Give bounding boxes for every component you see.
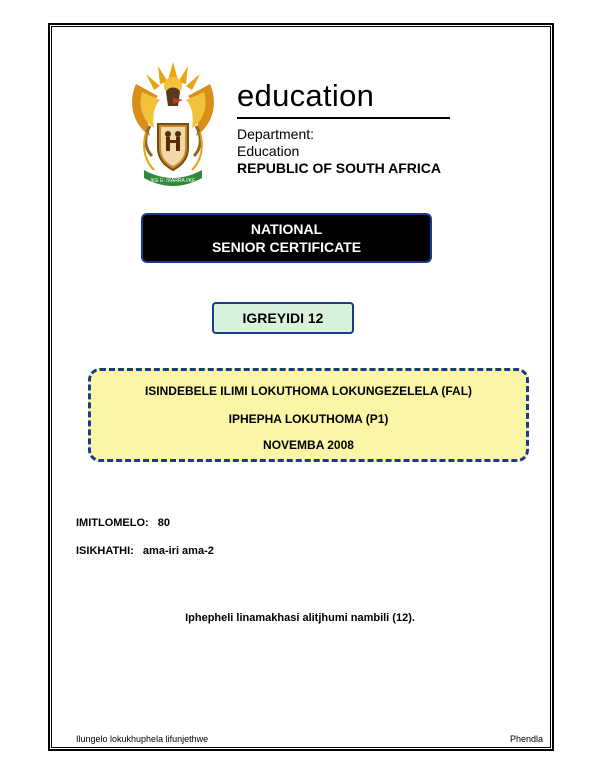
department-label: Department: [237, 126, 315, 142]
country-name: REPUBLIC OF SOUTH AFRICA [237, 160, 442, 176]
page-count-note: Iphepheli linamakhasi alitjhumi nambili (12). [185, 612, 415, 624]
time-row [76, 545, 214, 558]
time-value: ama-iri ama-2 [142, 545, 214, 557]
paper-title: IPHEPHA LOKUTHOMA (P1) [228, 412, 389, 426]
turn-over-label: Phendla [509, 734, 543, 744]
marks-value: 80 [157, 517, 171, 529]
marks-row [76, 517, 170, 530]
department-name: Education [237, 143, 300, 159]
education-wordmark: education [237, 78, 375, 113]
subject-title: ISINDEBELE ILIMI LOKUTHOMA LOKUNGEZELELA (FAL) [144, 384, 473, 398]
marks-label: IMITLOMELO: [76, 517, 149, 529]
subject-panel [88, 368, 529, 462]
grade-label: IGREYIDI 12 [242, 310, 324, 326]
time-label: ISIKHATHI: [76, 545, 134, 557]
wordmark-underline [237, 117, 450, 119]
grade-badge [212, 302, 354, 334]
copyright-notice: Ilungelo lokukhuphela lifunjethwe [76, 734, 209, 744]
certificate-line-2: SENIOR CERTIFICATE [211, 239, 362, 255]
exam-session: NOVEMBA 2008 [263, 438, 354, 452]
crest-motto: !KE E: /XARRA //KE [150, 178, 196, 184]
certificate-banner [141, 213, 432, 263]
certificate-line-1: NATIONAL [250, 221, 323, 237]
coat-of-arms-icon [128, 62, 218, 192]
